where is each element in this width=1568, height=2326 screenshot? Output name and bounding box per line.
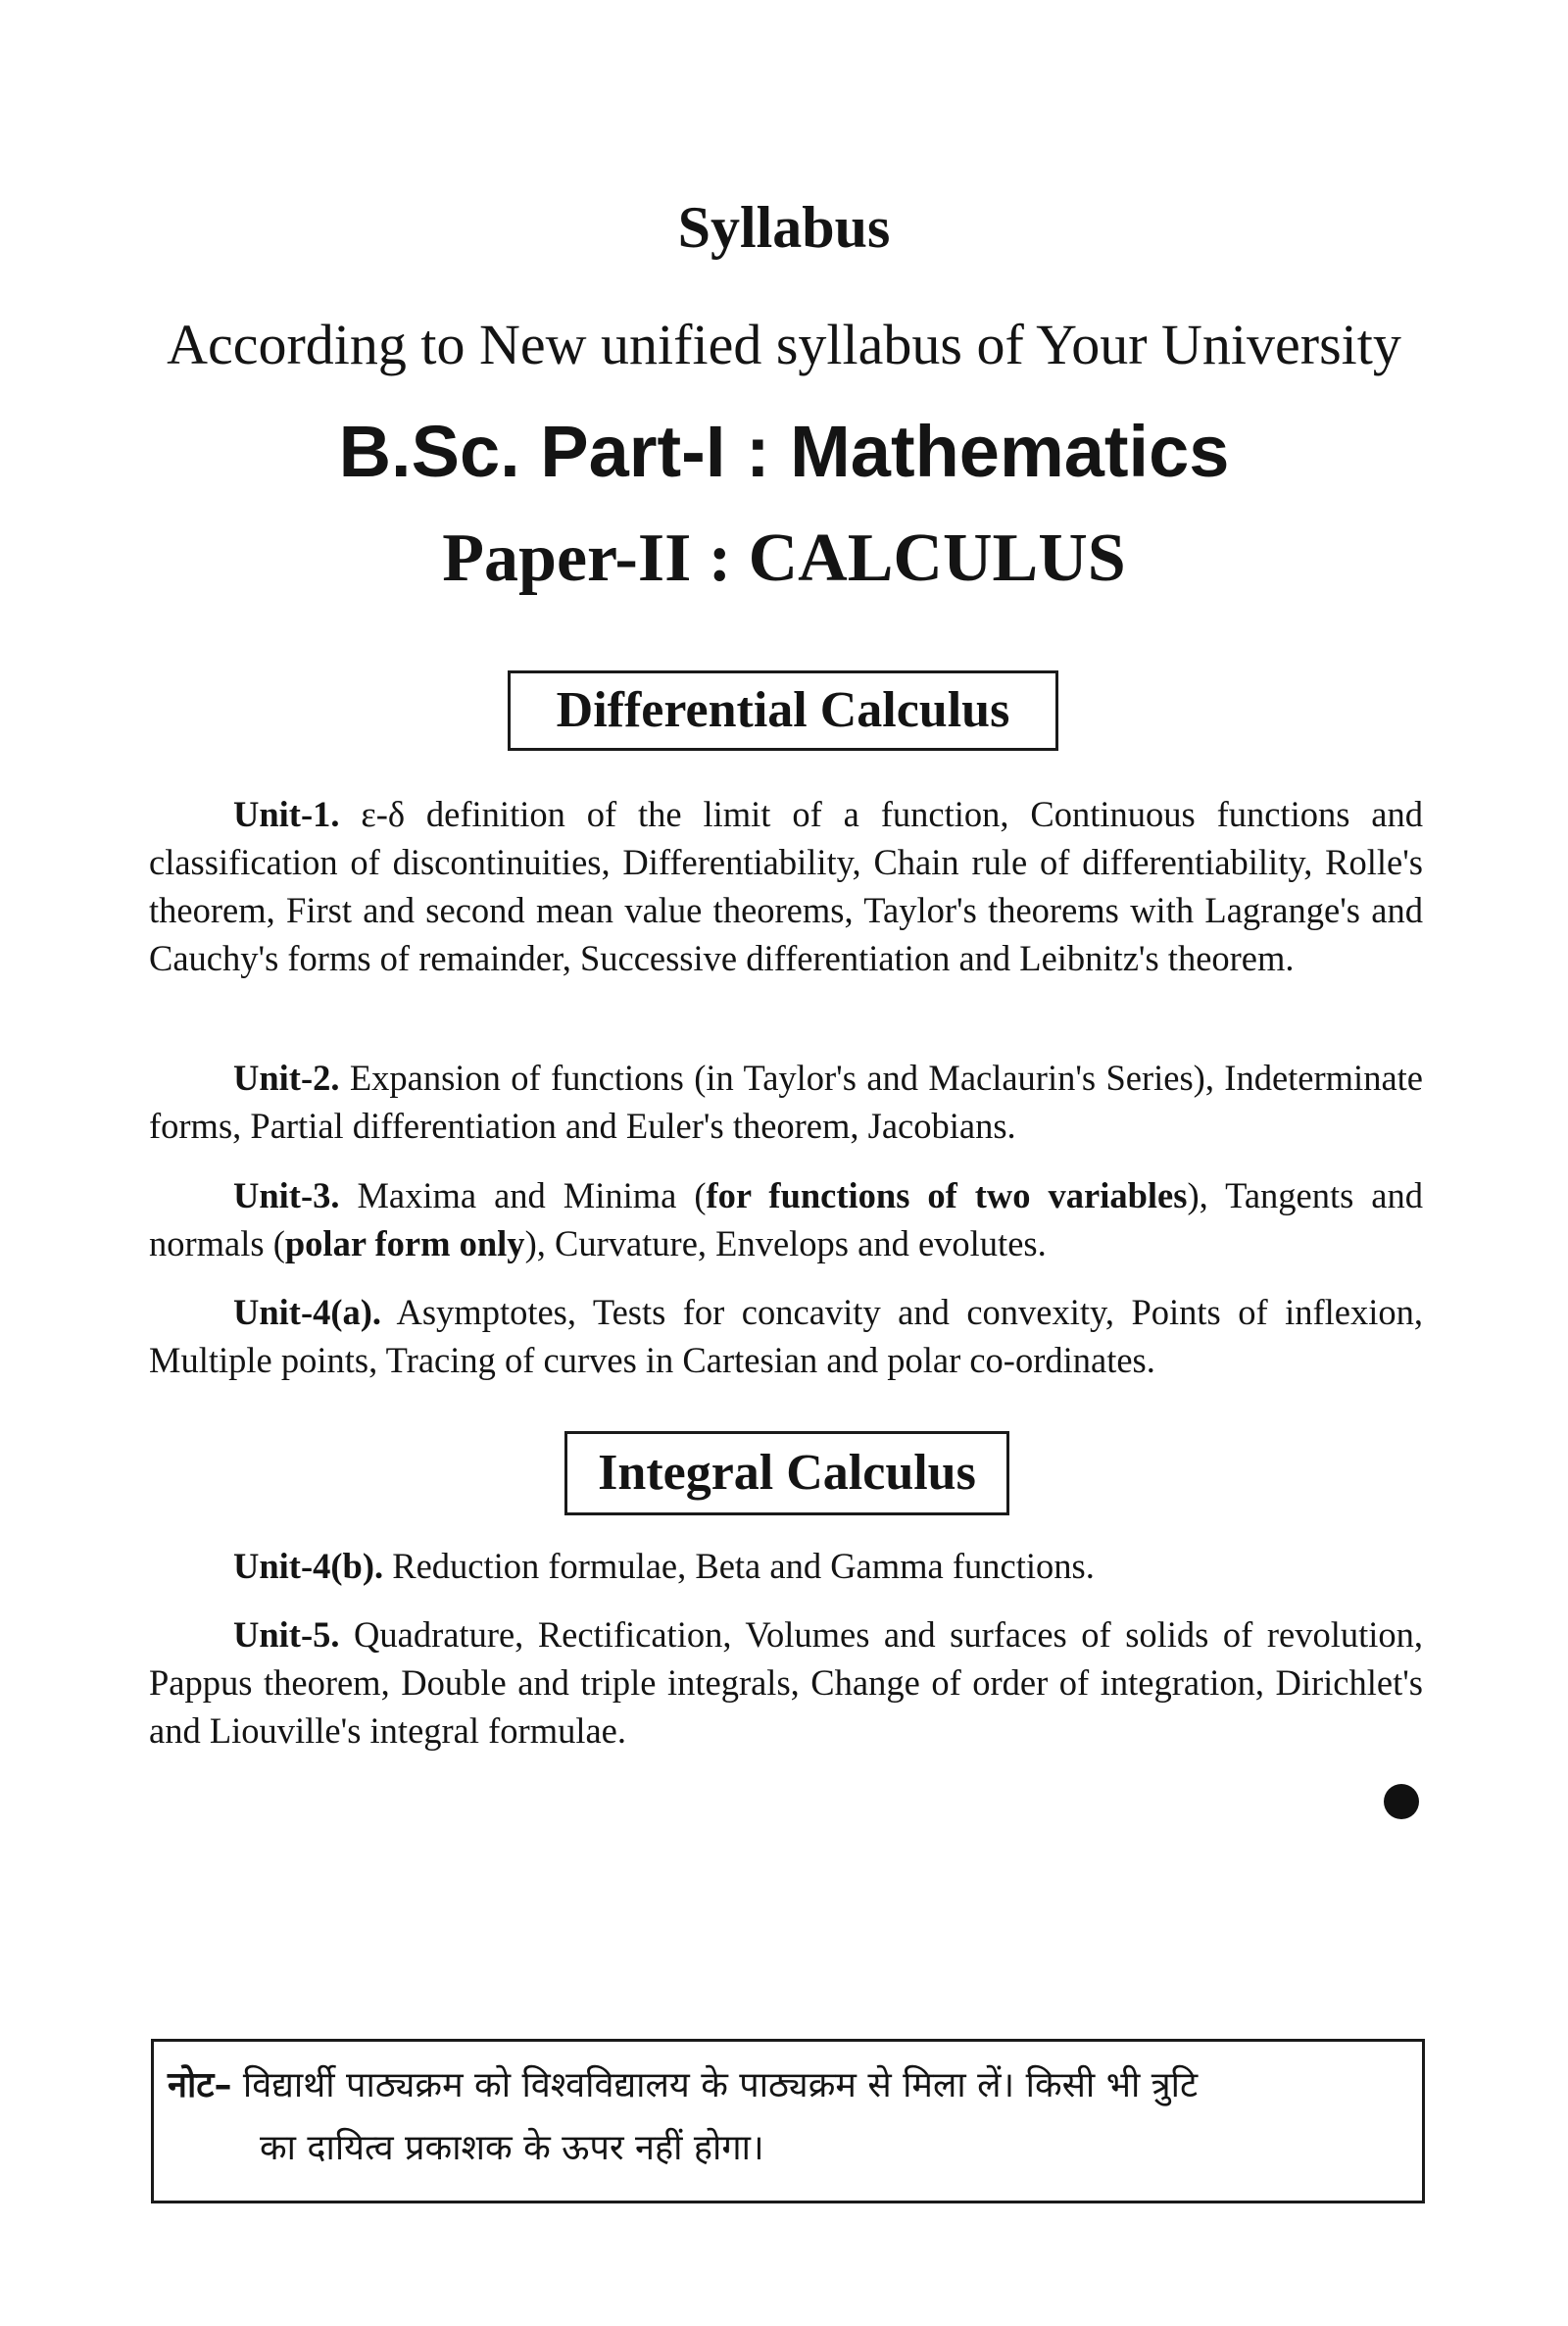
note-label: नोट– (168, 2065, 232, 2105)
unit-3-text-b: ), Tangents and normals ( (149, 1175, 1423, 1263)
unit-3-text-c: ), Curvature, Envelops and evolutes. (524, 1223, 1047, 1263)
syllabus-heading: Syllabus (677, 195, 891, 260)
unit-4a-label: Unit-4(a). (233, 1292, 382, 1332)
note-text-1: विद्यार्थी पाठ्यक्रम को विश्वविद्यालय के पाठ्यक्रम से मिला लें। किसी भी त्रुटि (231, 2065, 1199, 2105)
unit-1-label: Unit-1. (233, 794, 340, 834)
note-line-1 (168, 2059, 1412, 2107)
unit-5-paragraph (149, 1610, 1423, 1755)
bullet-dot-icon (1384, 1784, 1419, 1819)
unit-5-label: Unit-5. (233, 1614, 340, 1655)
unit-4b-label: Unit-4(b). (233, 1546, 384, 1586)
note-line-2: का दायित्व प्रकाशक के ऊपर नहीं होगा। (260, 2128, 764, 2168)
unit-3-text-a: Maxima and Minima ( (339, 1175, 707, 1215)
unit-3-label: Unit-3. (233, 1175, 340, 1215)
unit-4a-paragraph (149, 1288, 1423, 1384)
paper-title: Paper-II : CALCULUS (442, 520, 1126, 596)
section-differential-calculus: Differential Calculus (508, 670, 1058, 751)
unit-2-paragraph (149, 1054, 1423, 1150)
unit-3-paragraph (149, 1171, 1423, 1267)
unit-5-text: Quadrature, Rectification, Volumes and surfaces of solids of revolution, Pappus theorem, Double and triple integrals, Change of order of integration, Dirichlet's and Liouville's integral formulae. (149, 1614, 1423, 1751)
unit-3-bold-b: polar form only (284, 1223, 525, 1263)
unit-4b-paragraph (149, 1542, 1423, 1590)
section-integral-calculus: Integral Calculus (564, 1431, 1009, 1515)
unit-1-paragraph (149, 790, 1423, 982)
course-title: B.Sc. Part-I : Mathematics (338, 411, 1230, 492)
unit-2-text: Expansion of functions (in Taylor's and Maclaurin's Series), Indeterminate forms, Partial differentiation and Euler's theorem, Jacobians. (149, 1058, 1423, 1146)
unit-2-label: Unit-2. (233, 1058, 340, 1098)
unit-4a-text: Asymptotes, Tests for concavity and convexity, Points of inflexion, Multiple points, Tracing of curves in Cartesian and polar co-ordinates. (149, 1292, 1423, 1380)
university-subtitle: According to New unified syllabus of Your University (167, 313, 1401, 376)
hindi-note-box (151, 2039, 1425, 2203)
unit-1-text: ε-δ definition of the limit of a function, Continuous functions and classification of discontinuities, Differentiability, Chain rule of differentiability, Rolle's theorem, First and second mean value theorems, Taylor's theorems with Lagrange's and Cauchy's forms of remainder, Successive differentiation and Leibnitz's theorem. (149, 794, 1423, 978)
unit-3-bold-a: for functions of two variables (706, 1175, 1188, 1215)
unit-4b-text: Reduction formulae, Beta and Gamma functions. (383, 1546, 1095, 1586)
